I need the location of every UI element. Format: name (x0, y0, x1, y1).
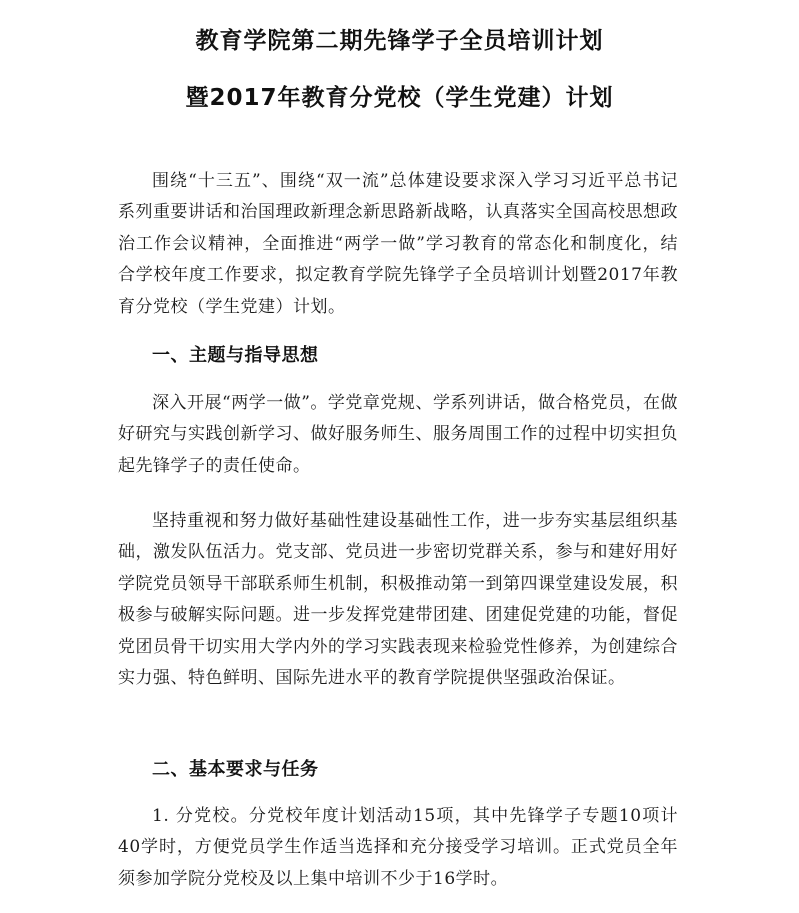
document-title-line1: 教育学院第二期先锋学子全员培训计划 (195, 28, 604, 54)
section2-paragraph1: 1. 分党校。分党校年度计划活动15项，其中先锋学子专题10项计40学时，方便党员学生作适当选择和充分接受学习培训。正式党员全年须参加学院分党校及以上集中培训不少于16学时。 (118, 806, 678, 889)
section1-paragraph2: 坚持重视和努力做好基础性建设基础性工作，进一步夯实基层组织基础，激发队伍活力。党支部、党员进一步密切党群关系，参与和建好用好学院党员领导干部联系师生机制，积极推动第一到第四课堂建设发展，积极参与破解实际问题。进一步发挥党建带团建、团建促党建的功能，督促党团员骨干切实用大学内外的学习实践表现来检验党性修养，为创建综合实力强、特色鲜明、国际先进水平的教育学院提供坚强政治保证。 (118, 511, 678, 689)
section1-paragraph1: 深入开展“两学一做”。学党章党规、学系列讲话，做合格党员，在做好研究与实践创新学习、做好服务师生、服务周围工作的过程中切实担负起先锋学子的责任使命。 (118, 393, 678, 476)
intro-paragraph: 围绕“十三五”、围绕“双一流”总体建设要求深入学习习近平总书记系列重要讲话和治国理政新理念新思路新战略，认真落实全国高校思想政治工作会议精神，全面推进“两学一做”学习教育的常态化和制度化，结合学校年度工作要求，拟定教育学院先锋学子全员培训计划暨2017年教育分党校（学生党建）计划。 (118, 171, 678, 317)
document-title-line2: 暨2017年教育分党校（学生党建）计划 (185, 85, 614, 111)
section2-heading: 二、基本要求与任务 (152, 759, 319, 780)
section1-heading: 一、主题与指导思想 (152, 345, 319, 366)
